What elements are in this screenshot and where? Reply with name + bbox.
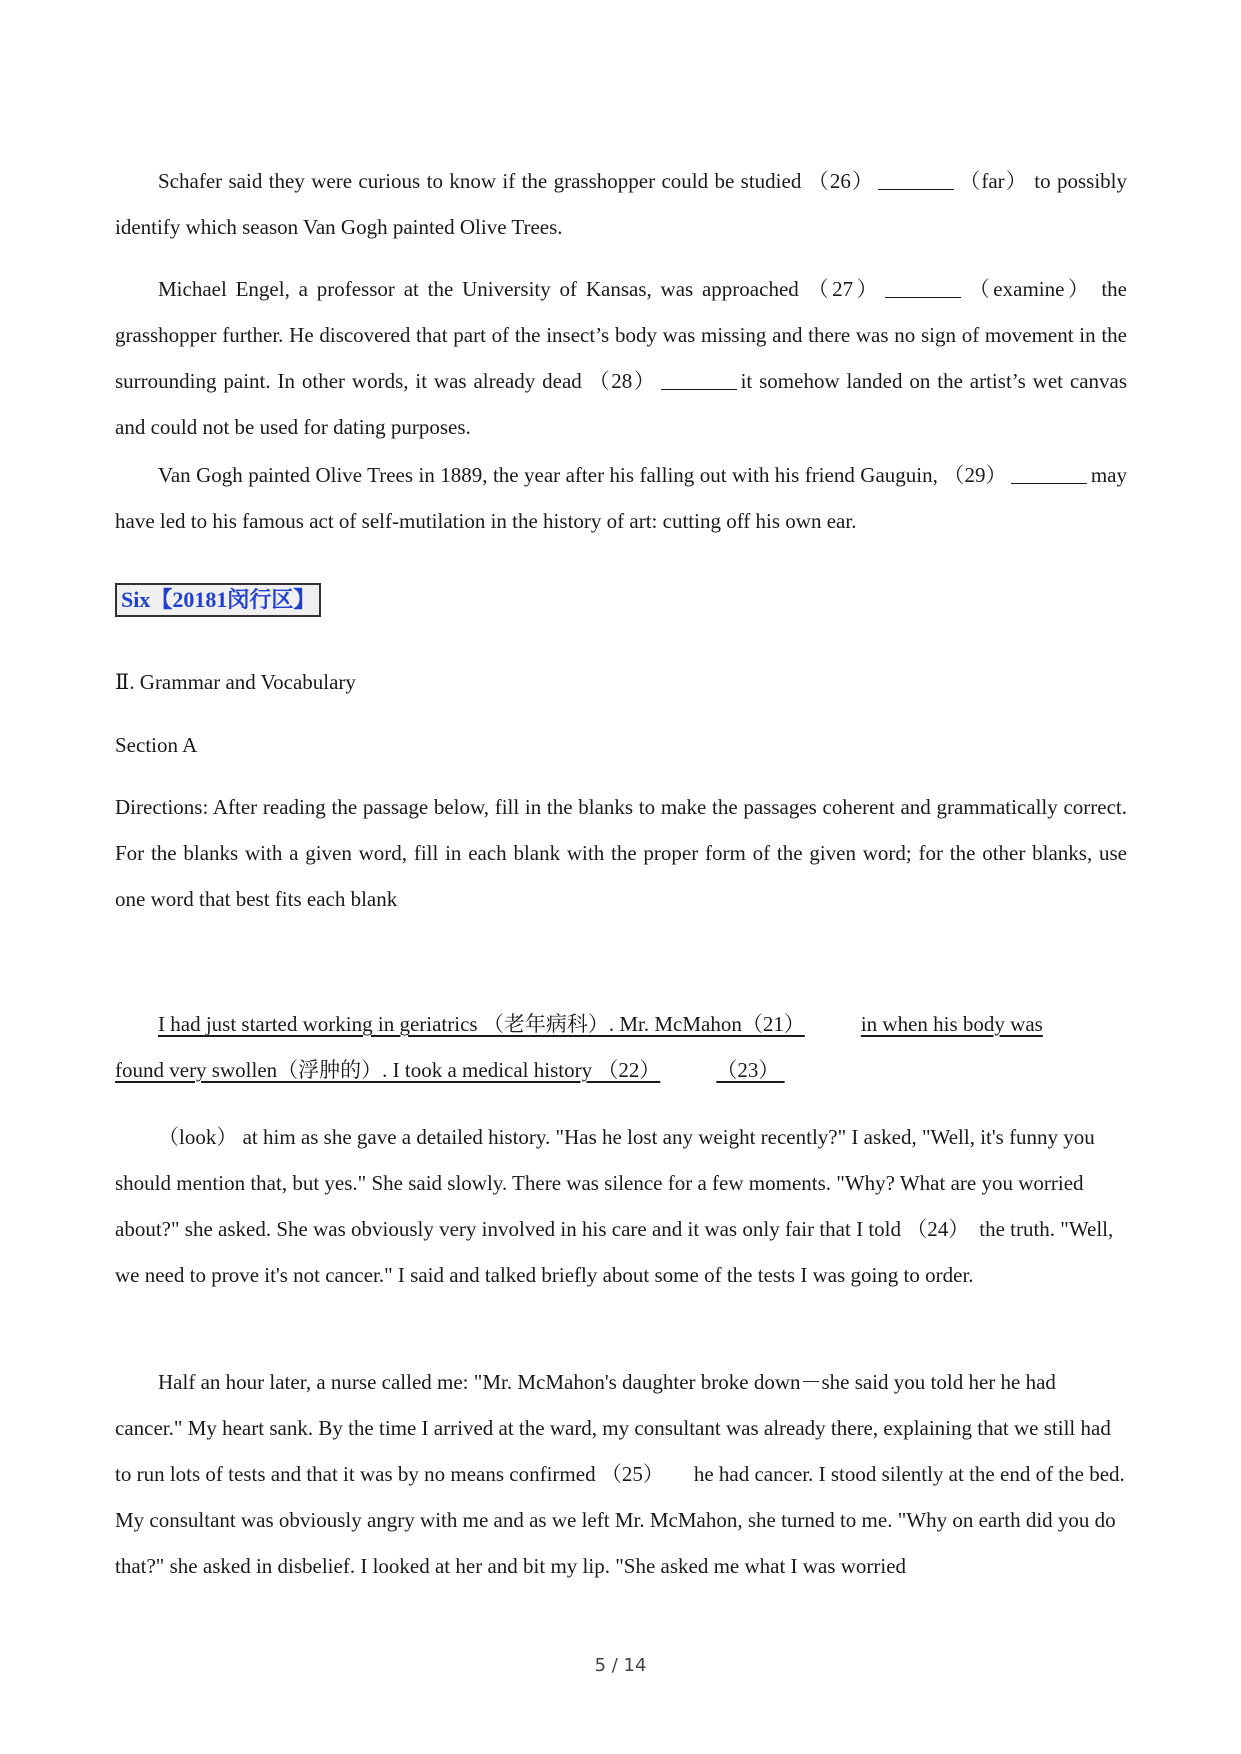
grammar-heading: Ⅱ. Grammar and Vocabulary [115,670,356,694]
answer-blank-27[interactable] [885,277,961,298]
directions-text: Directions: After reading the passage below, fill in the blanks to make the passages coherent and grammatically correct. For the blanks with a given word, fill in each blank with the proper form of the given word; for the other blanks, use one word that best fits each blank [115,795,1127,911]
para-text: the truth. "Well, we need to prove it's not cancer." I said and talked briefly about some of the tests I was going to order. [115,1217,1114,1287]
para-text: （look） at him as she gave a detailed history. "Has he lost any weight recently?" I asked, "Well, it's funny you should mention that, but yes." She said slowly. There was silence for a few moments. "Why? What are you worried about?" she asked. She was obviously very involved in his care and it was only fair that I told （24） [115,1125,1095,1241]
section-a-label: Section A [115,733,198,757]
para-text: Half an hour later, a nurse called me: "Mr. McMahon's daughter broke down－she said you told her he had cancer." My heart sank. By the time I arrived at the ward, my consultant was already there, explaining that we still had to run lots of tests and that it was by no means confirmed （25） [115,1370,1111,1486]
heading [115,659,1127,705]
section-tag: Six【20181闵行区】 [115,583,321,617]
paragraph-21-23 [115,1001,1127,1093]
para-text: found very swollen（浮肿的）. I took a medical history （22） [115,1058,661,1082]
para-text: （far） to possibly identify which season Van Gogh painted Olive Trees. [115,169,1128,239]
paragraph-26 [115,158,1127,250]
para-text: Schafer said they were curious to know if the grasshopper could be studied （26） [158,169,875,193]
para-text: it somehow landed on the artist’s wet canvas and could not be used for dating purposes. [115,369,1128,439]
answer-blank-29[interactable] [1011,463,1087,484]
para-text: he had cancer. I stood silently at the end of the bed. My consultant was obviously angry with me and as we left Mr. McMahon, she turned to me. "Why on earth did you do that?" she asked in disbelief. I looked at her and bit my lip. "She asked me what I was worried [115,1462,1125,1578]
paragraph-27-28 [115,266,1127,450]
page-number: 5 / 14 [594,1655,647,1676]
para-text: （examine） the grasshopper further. He discovered that part of the insect’s body was missing and there was no sign of movement in the surrounding paint. In other words, it was already dead （28） [115,277,1127,393]
para-text: may have led to his famous act of self-mutilation in the history of art: cutting off his own ear. [115,463,1127,533]
para-text: Van Gogh painted Olive Trees in 1889, the year after his falling out with his friend Gauguin, （29） [158,463,1007,487]
paragraph-25 [115,1359,1127,1589]
section-label [115,722,1127,768]
directions [115,784,1127,922]
para-text: I had just started working in geriatrics （老年病科）. Mr. McMahon（21） [158,1012,805,1036]
para-text: Michael Engel, a professor at the University of Kansas, was approached （27） [158,277,882,301]
answer-blank-28[interactable] [661,369,737,390]
para-text: in when his body was [860,1012,1043,1036]
paragraph-24 [115,1114,1127,1298]
paragraph-29 [115,452,1127,544]
para-text: （23） [716,1058,780,1082]
answer-blank-26[interactable] [878,169,954,190]
